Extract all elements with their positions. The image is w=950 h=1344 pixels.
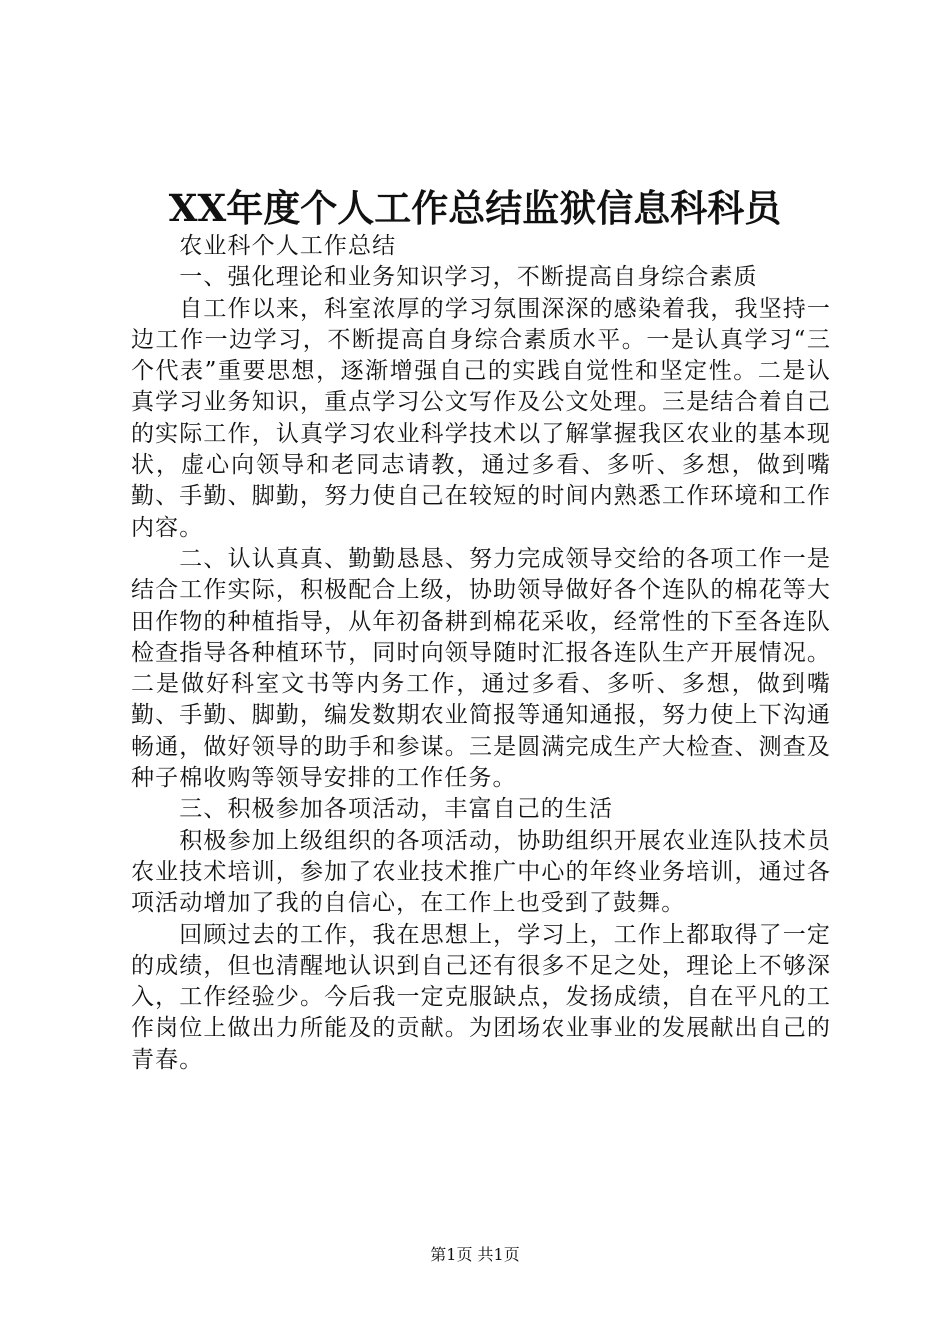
document-body bbox=[131, 231, 831, 1076]
body-paragraph: 积极参加上级组织的各项活动，协助组织开展农业连队技术员农业技术培训，参加了农业技术推广中心的年终业务培训，通过各项活动增加了我的自信心，在工作上也受到了鼓舞。 bbox=[131, 827, 831, 917]
document-title: XX年度个人工作总结监狱信息科科员 bbox=[168, 186, 782, 230]
body-paragraph: 二、认认真真、勤勤恳恳、努力完成领导交给的各项工作一是结合工作实际，积极配合上级，协助领导做好各个连队的棉花等大田作物的种植指导，从年初备耕到棉花采收，经常性的下至各连队检查指导各种植环节，同时向领导随时汇报各连队生产开展情况。二是做好科室文书等内务工作，通过多看、多听、多想，做到嘴勤、手勤、脚勤，编发数期农业简报等通知通报，努力使上下沟通畅通，做好领导的助手和参谋。三是圆满完成生产大检查、测查及种子棉收购等领导安排的工作任务。 bbox=[131, 545, 831, 792]
section-heading: 一、强化理论和业务知识学习，不断提高自身综合素质 bbox=[179, 264, 758, 291]
body-paragraph: 自工作以来，科室浓厚的学习氛围深深的感染着我，我坚持一边工作一边学习，不断提高自身综合素质水平。一是认真学习“三个代表”重要思想，逐渐增强自己的实践自觉性和坚定性。二是认真学习业务知识，重点学习公文写作及公文处理。三是结合着自己的实际工作，认真学习农业科学技术以了解掌握我区农业的基本现状，虚心向领导和老同志请教，通过多看、多听、多想，做到嘴勤、手勤、脚勤，努力使自己在较短的时间内熟悉工作环境和工作内容。 bbox=[131, 295, 831, 541]
body-paragraph: 农业科个人工作总结 bbox=[179, 233, 397, 259]
body-paragraph: 回顾过去的工作，我在思想上，学习上，工作上都取得了一定的成绩，但也清醒地认识到自己还有很多不足之处，理论上不够深入，工作经验少。今后我一定克服缺点，发扬成绩，自在平凡的工作岗位上做出力所能及的贡献。为团场农业事业的发展献出自己的青春。 bbox=[131, 921, 831, 1073]
page-footer: 第1页 共1页 bbox=[430, 1245, 520, 1264]
section-heading: 三、积极参加各项活动，丰富自己的生活 bbox=[179, 796, 614, 823]
